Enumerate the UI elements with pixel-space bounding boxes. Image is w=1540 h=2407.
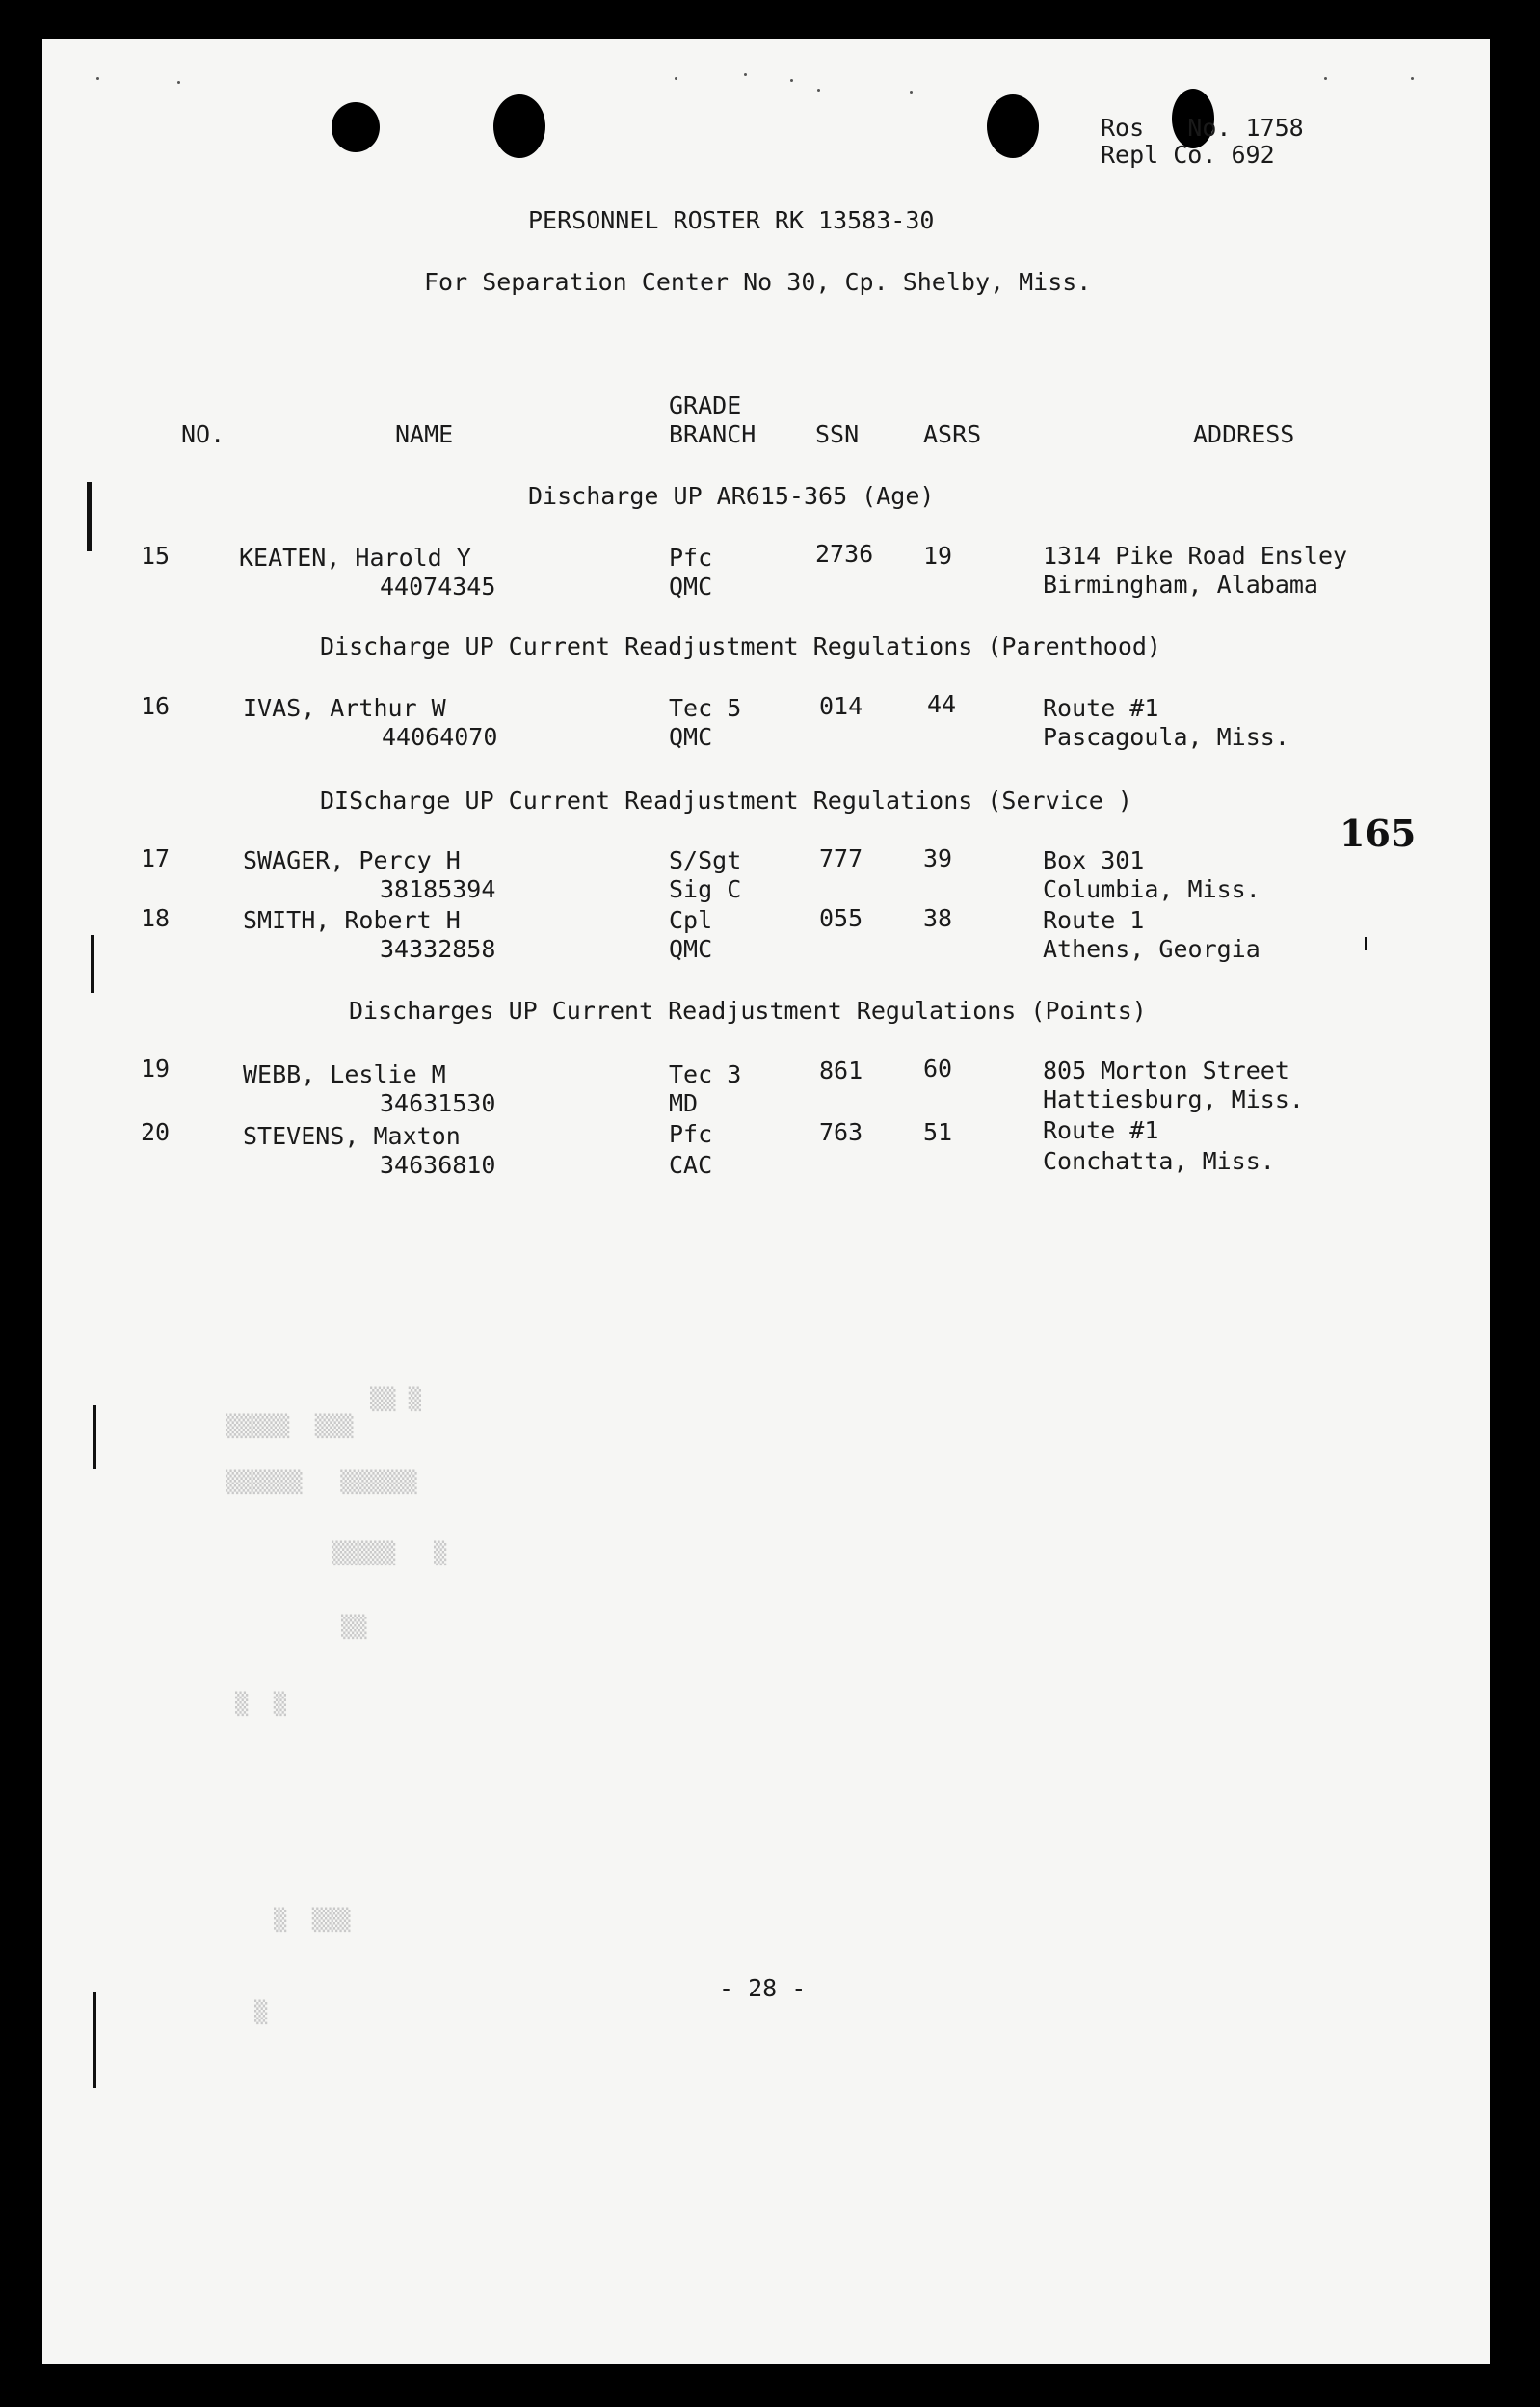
- row-number: 18: [141, 904, 171, 932]
- row-number: 16: [141, 692, 171, 720]
- speck: [790, 79, 793, 82]
- column-header-name: NAME: [395, 420, 454, 448]
- speck: [96, 77, 99, 80]
- column-header-grade: GRADE: [669, 391, 742, 419]
- row-grade: Tec 5: [669, 694, 742, 722]
- column-header-address: ADDRESS: [1193, 420, 1295, 448]
- document-title: PERSONNEL ROSTER RK 13583-30: [528, 206, 935, 234]
- row-address-line2: Columbia, Miss.: [1043, 875, 1261, 903]
- row-name: SMITH, Robert H: [243, 906, 461, 934]
- replacement-company: Repl Co. 692: [1101, 141, 1275, 169]
- margin-mark: [93, 1405, 96, 1469]
- row-asrs: 38: [923, 904, 953, 932]
- show-through: ▒ ▒▒▒: [274, 1909, 351, 1933]
- row-name: STEVENS, Maxton: [243, 1122, 461, 1150]
- show-through: ▒▒▒▒▒▒ ▒▒▒▒▒▒: [226, 1471, 417, 1495]
- punch-hole: [332, 102, 380, 152]
- row-ssn: 763: [819, 1118, 863, 1146]
- show-through: ▒▒▒▒▒ ▒▒▒: [226, 1415, 354, 1439]
- row-serial: 44074345: [380, 573, 496, 601]
- document-subtitle: For Separation Center No 30, Cp. Shelby, Miss.: [424, 268, 1092, 296]
- row-address-line1: Box 301: [1043, 846, 1145, 874]
- row-serial: 34332858: [380, 935, 496, 963]
- row-name: WEBB, Leslie M: [243, 1060, 446, 1088]
- row-name: IVAS, Arthur W: [243, 694, 446, 722]
- row-branch: QMC: [669, 935, 713, 963]
- row-asrs: 51: [923, 1118, 953, 1146]
- speck: [817, 89, 820, 92]
- row-serial: 38185394: [380, 875, 496, 903]
- row-address-line2: Pascagoula, Miss.: [1043, 723, 1289, 751]
- row-serial: 34636810: [380, 1151, 496, 1179]
- row-grade: Cpl: [669, 906, 713, 934]
- row-name: KEATEN, Harold Y: [239, 544, 471, 572]
- row-address-line2: Hattiesburg, Miss.: [1043, 1085, 1304, 1113]
- section-heading: Discharge UP AR615-365 (Age): [528, 482, 935, 510]
- show-through: ▒▒: [341, 1616, 367, 1640]
- row-address-line2: Athens, Georgia: [1043, 935, 1261, 963]
- row-branch: QMC: [669, 723, 713, 751]
- punch-hole: [493, 94, 545, 158]
- row-address-line1: Route 1: [1043, 906, 1145, 934]
- punch-hole: [987, 94, 1039, 158]
- row-number: 19: [141, 1055, 171, 1083]
- row-address-line1: Route #1: [1043, 1116, 1159, 1144]
- row-serial: 44064070: [382, 723, 498, 751]
- row-asrs: 60: [923, 1055, 953, 1083]
- speck: [1324, 77, 1327, 80]
- speck: [1411, 77, 1414, 80]
- show-through: ▒: [254, 2001, 268, 2025]
- column-header-ssn: SSN: [815, 420, 860, 448]
- column-header-branch: BRANCH: [669, 420, 757, 448]
- row-address-line2: Birmingham, Alabama: [1043, 571, 1318, 599]
- speck: [675, 77, 677, 80]
- row-name: SWAGER, Percy H: [243, 846, 461, 874]
- row-number: 15: [141, 542, 171, 570]
- row-ssn: 055: [819, 904, 863, 932]
- row-asrs: 39: [923, 844, 953, 872]
- margin-mark: [87, 482, 92, 551]
- show-through: ▒ ▒: [235, 1693, 286, 1717]
- row-ssn: 777: [819, 844, 863, 872]
- page-number: - 28 -: [719, 1974, 807, 2002]
- row-grade: S/Sgt: [669, 846, 742, 874]
- row-grade: Tec 3: [669, 1060, 742, 1088]
- speck: [177, 81, 180, 84]
- row-ssn: 014: [819, 692, 863, 720]
- row-number: 17: [141, 844, 171, 872]
- document-page: [42, 39, 1490, 2364]
- section-heading: DIScharge UP Current Readjustment Regulations (Service ): [320, 787, 1132, 815]
- row-address-line2: Conchatta, Miss.: [1043, 1147, 1275, 1175]
- show-through: ▒▒▒▒▒ ▒: [332, 1542, 447, 1566]
- row-serial: 34631530: [380, 1089, 496, 1117]
- page-stamp: 165: [1340, 812, 1417, 855]
- row-asrs: 44: [927, 690, 957, 718]
- row-address-line1: 1314 Pike Road Ensley: [1043, 542, 1348, 570]
- section-heading: Discharges UP Current Readjustment Regulations (Points): [349, 997, 1147, 1025]
- margin-mark: [93, 1992, 96, 2088]
- row-ssn: 861: [819, 1056, 863, 1084]
- margin-mark: [91, 935, 94, 993]
- row-branch: Sig C: [669, 875, 742, 903]
- row-grade: Pfc: [669, 1120, 713, 1148]
- row-branch: CAC: [669, 1151, 713, 1179]
- row-ssn: 2736: [815, 540, 874, 568]
- row-grade: Pfc: [669, 544, 713, 572]
- row-address-line1: 805 Morton Street: [1043, 1056, 1289, 1084]
- show-through: ▒▒ ▒: [370, 1388, 421, 1412]
- column-header-asrs: ASRS: [923, 420, 982, 448]
- column-header-no: NO.: [181, 420, 226, 448]
- speck: [744, 73, 747, 76]
- row-address-line1: Route #1: [1043, 694, 1159, 722]
- roster-number: Ros No. 1758: [1101, 114, 1304, 142]
- row-branch: QMC: [669, 573, 713, 601]
- row-asrs: 19: [923, 542, 953, 570]
- row-number: 20: [141, 1118, 171, 1146]
- speck: [910, 91, 913, 94]
- section-heading: Discharge UP Current Readjustment Regulations (Parenthood): [320, 632, 1161, 660]
- row-branch: MD: [669, 1089, 699, 1117]
- margin-mark: [1365, 937, 1367, 950]
